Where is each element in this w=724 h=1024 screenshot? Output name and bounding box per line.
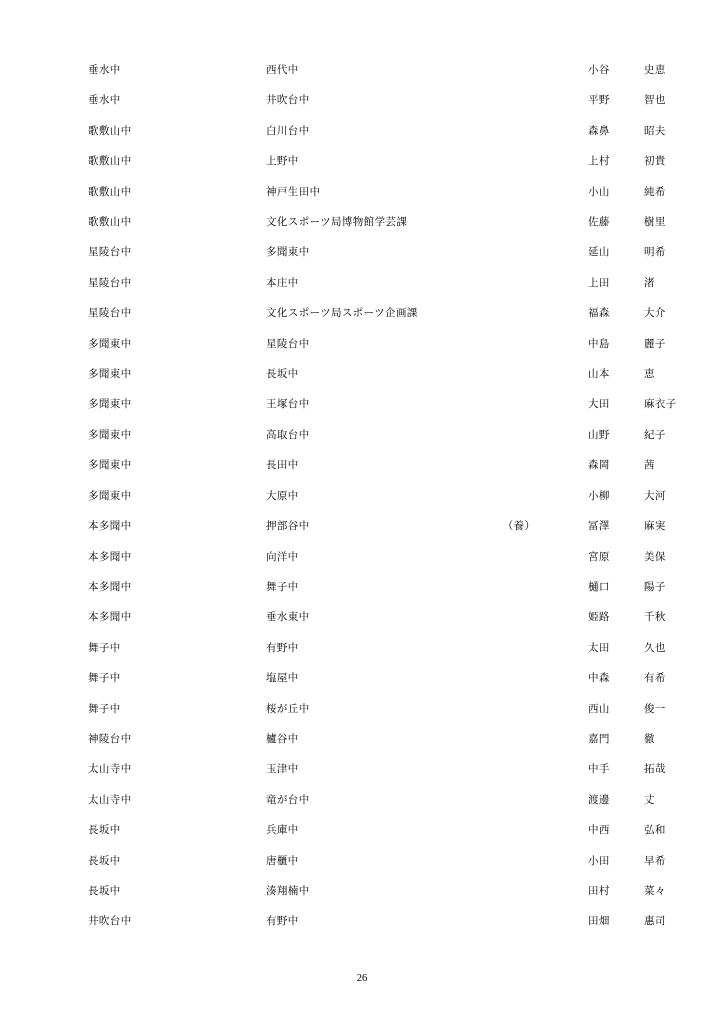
table-row [88,147,714,177]
cell-given-name: 史恵 [644,65,666,76]
cell-note [488,86,550,116]
cell-note [488,725,550,755]
cell-to: 神戸生田中 [266,186,321,198]
cell-surname: 延山 [588,247,610,259]
cell-from: 多聞東中 [88,490,132,502]
cell-spacer [550,390,588,420]
cell-note [488,695,550,725]
table-row [88,56,714,86]
cell-given-name: 久也 [644,642,666,654]
cell-to: 西代中 [266,65,299,76]
cell-given-name: 麻衣子 [644,399,677,411]
cell-surname: 小田 [588,855,610,867]
table-body [88,56,714,938]
table-row [88,847,714,877]
cell-to: 有野中 [266,916,299,928]
cell-to: 有野中 [266,642,299,654]
cell-spacer [550,360,588,390]
cell-to: 多聞東中 [266,247,310,259]
cell-spacer [550,482,588,512]
cell-from: 本多聞中 [88,581,132,593]
cell-to: 湊翔楠中 [266,885,310,897]
cell-to: 文化スポーツ局博物館学芸課 [266,217,408,229]
cell-from: 星陵台中 [88,277,132,289]
cell-given-name: 明希 [644,247,666,259]
cell-note: （養） [502,521,536,533]
cell-surname: 森鼻 [588,125,610,137]
table-row [88,755,714,785]
cell-given-name: 初貴 [644,156,666,168]
cell-from: 本多聞中 [88,521,132,533]
cell-spacer [550,330,588,360]
cell-to: 櫨谷中 [266,733,299,745]
cell-given-name: 紀子 [644,429,666,441]
cell-surname: 小柳 [588,490,610,502]
cell-from: 垂水中 [88,65,121,76]
cell-surname: 中手 [588,764,610,776]
cell-given-name: 菜々 [644,885,666,897]
cell-note [488,664,550,694]
cell-note [488,847,550,877]
cell-spacer [550,603,588,633]
cell-spacer [550,56,588,86]
cell-spacer [550,786,588,816]
cell-to: 向洋中 [266,551,299,563]
table-row [88,786,714,816]
cell-note [488,147,550,177]
cell-note [488,330,550,360]
cell-given-name: 大河 [644,490,666,502]
cell-to: 押部谷中 [266,521,310,533]
cell-from: 舞子中 [88,642,121,654]
cell-to: 舞子中 [266,581,299,593]
cell-to: 本庄中 [266,277,299,289]
cell-spacer [550,269,588,299]
cell-spacer [550,86,588,116]
cell-note [488,178,550,208]
cell-given-name: 昭夫 [644,125,666,137]
cell-note [488,269,550,299]
cell-spacer [550,512,588,542]
cell-from: 歌敷山中 [88,186,132,198]
cell-surname: 山本 [588,369,610,381]
cell-to: 垂水東中 [266,612,310,624]
cell-note [488,421,550,451]
table-row [88,512,714,542]
table-row [88,421,714,451]
table-row [88,634,714,664]
cell-note [488,543,550,573]
cell-given-name: 麗子 [644,338,666,350]
table-row [88,86,714,116]
cell-given-name: 有希 [644,673,666,685]
cell-surname: 平野 [588,95,610,107]
cell-from: 井吹台中 [88,916,132,928]
cell-spacer [550,208,588,238]
table-row [88,330,714,360]
cell-note [488,573,550,603]
cell-to: 塩屋中 [266,673,299,685]
cell-from: 舞子中 [88,703,121,715]
cell-note [488,603,550,633]
cell-from: 長坂中 [88,825,121,837]
cell-from: 多聞東中 [88,369,132,381]
cell-spacer [550,907,588,937]
cell-note [488,786,550,816]
cell-to: 兵庫中 [266,825,299,837]
cell-note [488,877,550,907]
cell-note [488,816,550,846]
cell-surname: 福森 [588,308,610,320]
cell-given-name: 丈 [644,794,655,806]
cell-note [488,451,550,481]
cell-from: 星陵台中 [88,308,132,320]
table-row [88,603,714,633]
cell-to: 桜が丘中 [266,703,310,715]
cell-given-name: 渚 [644,277,655,289]
cell-given-name: 陽子 [644,581,666,593]
cell-note [488,907,550,937]
cell-to: 大原中 [266,490,299,502]
cell-surname: 中西 [588,825,610,837]
cell-surname: 森岡 [588,460,610,472]
cell-spacer [550,117,588,147]
cell-from: 太山寺中 [88,764,132,776]
cell-from: 歌敷山中 [88,217,132,229]
cell-to: 文化スポーツ局スポーツ企画課 [266,308,418,320]
cell-surname: 西山 [588,703,610,715]
cell-given-name: 美保 [644,551,666,563]
cell-from: 舞子中 [88,673,121,685]
cell-surname: 上村 [588,156,610,168]
cell-given-name: 智也 [644,95,666,107]
table-row [88,877,714,907]
cell-spacer [550,664,588,694]
cell-from: 星陵台中 [88,247,132,259]
cell-from: 歌敷山中 [88,125,132,137]
cell-spacer [550,877,588,907]
cell-surname: 中森 [588,673,610,685]
cell-given-name: 早希 [644,855,666,867]
cell-from: 本多聞中 [88,612,132,624]
table-row [88,907,714,937]
cell-to: 王塚台中 [266,399,310,411]
cell-to: 井吹台中 [266,95,310,107]
table-row [88,573,714,603]
cell-spacer [550,451,588,481]
cell-surname: 小谷 [588,65,610,76]
cell-given-name: 麻実 [644,521,666,533]
table-row [88,543,714,573]
table-row [88,695,714,725]
cell-surname: 中島 [588,338,610,350]
cell-note [488,482,550,512]
cell-surname: 小山 [588,186,610,198]
cell-surname: 上田 [588,277,610,289]
cell-spacer [550,816,588,846]
cell-note [488,634,550,664]
table-row [88,664,714,694]
cell-surname: 太田 [588,642,610,654]
cell-surname: 田畑 [588,916,610,928]
table-row [88,238,714,268]
cell-to: 長坂中 [266,369,299,381]
cell-surname: 渡邊 [588,794,610,806]
cell-to: 高取台中 [266,429,310,441]
cell-surname: 宮原 [588,551,610,563]
cell-spacer [550,725,588,755]
cell-to: 唐櫃中 [266,855,299,867]
cell-surname: 冨澤 [588,521,610,533]
cell-spacer [550,847,588,877]
cell-from: 垂水中 [88,95,121,107]
cell-spacer [550,299,588,329]
cell-given-name: 惠司 [644,916,666,928]
cell-given-name: 樹里 [644,217,666,229]
table-row [88,390,714,420]
cell-given-name: 純希 [644,186,666,198]
table-row [88,360,714,390]
cell-to: 上野中 [266,156,299,168]
table-row [88,482,714,512]
cell-surname: 佐藤 [588,217,610,229]
table-row [88,816,714,846]
cell-to: 玉津中 [266,764,299,776]
table-row [88,269,714,299]
cell-surname: 嘉門 [588,733,610,745]
cell-given-name: 弘和 [644,825,666,837]
table-row [88,117,714,147]
cell-surname: 大田 [588,399,610,411]
cell-to: 竜が台中 [266,794,310,806]
cell-surname: 姫路 [588,612,610,624]
cell-note [488,117,550,147]
table-row [88,299,714,329]
cell-given-name: 徹 [644,733,655,745]
cell-from: 多聞東中 [88,338,132,350]
cell-surname: 山野 [588,429,610,441]
table-row [88,725,714,755]
cell-surname: 樋口 [588,581,610,593]
cell-spacer [550,634,588,664]
table-row [88,451,714,481]
cell-surname: 田村 [588,885,610,897]
cell-to: 白川台中 [266,125,310,137]
cell-spacer [550,543,588,573]
cell-note [488,390,550,420]
cell-to: 長田中 [266,460,299,472]
transfer-roster-table [88,56,714,938]
cell-spacer [550,573,588,603]
cell-from: 本多聞中 [88,551,132,563]
cell-note [488,360,550,390]
cell-to: 星陵台中 [266,338,310,350]
cell-note [488,755,550,785]
cell-from: 神陵台中 [88,733,132,745]
table-row [88,178,714,208]
cell-from: 太山寺中 [88,794,132,806]
cell-given-name: 大介 [644,308,666,320]
cell-spacer [550,695,588,725]
cell-given-name: 千秋 [644,612,666,624]
cell-from: 長坂中 [88,885,121,897]
cell-given-name: 茜 [644,460,655,472]
cell-spacer [550,755,588,785]
table-row [88,208,714,238]
cell-spacer [550,147,588,177]
cell-note [488,56,550,86]
cell-from: 歌敷山中 [88,156,132,168]
cell-from: 多聞東中 [88,399,132,411]
page-number: 26 [356,973,368,984]
cell-given-name: 恵 [644,369,655,381]
cell-spacer [550,178,588,208]
cell-from: 多聞東中 [88,460,132,472]
cell-from: 長坂中 [88,855,121,867]
cell-spacer [550,421,588,451]
cell-given-name: 俊一 [644,703,666,715]
cell-spacer [550,238,588,268]
cell-note [488,208,550,238]
cell-from: 多聞東中 [88,429,132,441]
cell-note [488,299,550,329]
cell-note [488,238,550,268]
cell-given-name: 拓哉 [644,764,666,776]
